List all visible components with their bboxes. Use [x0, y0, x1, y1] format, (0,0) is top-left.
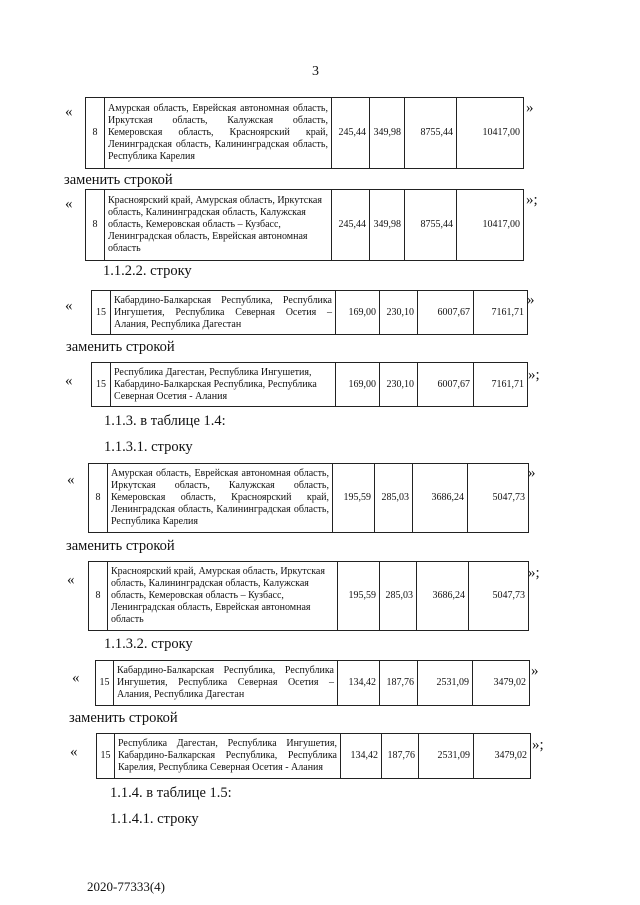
regions-cell: Республика Дагестан, Республика Ингушетия, Кабардино-Балкарская Республика, Республика Карелия, Республика Северная Осетия - Алания — [115, 734, 341, 779]
page-number: 3 — [312, 64, 319, 79]
value-cell-2: 187,76 — [382, 734, 419, 779]
value-cell-3: 8755,44 — [405, 98, 457, 169]
section-heading: 1.1.3.1. строку — [104, 439, 193, 455]
row-number: 8 — [86, 98, 105, 169]
open-quote: « — [65, 196, 73, 212]
value-cell-4: 10417,00 — [457, 98, 524, 169]
close-quote: »; — [532, 737, 544, 753]
table-row — [88, 561, 529, 631]
value-cell-4: 5047,73 — [468, 464, 529, 533]
value-cell-1: 169,00 — [336, 363, 380, 407]
value-cell-1: 195,59 — [338, 562, 380, 631]
value-cell-3: 2531,09 — [419, 734, 474, 779]
table-row — [85, 189, 524, 261]
section-heading: 1.1.2.2. строку — [103, 263, 192, 279]
value-cell-1: 195,59 — [333, 464, 375, 533]
value-cell-1: 134,42 — [338, 661, 380, 706]
close-quote: »; — [528, 367, 540, 383]
value-cell-1: 245,44 — [332, 98, 370, 169]
value-cell-1: 245,44 — [332, 190, 370, 261]
table-row — [95, 660, 530, 706]
open-quote: « — [65, 104, 73, 120]
section-heading: 1.1.3. в таблице 1.4: — [104, 413, 226, 429]
replace-caption: заменить строкой — [69, 710, 178, 726]
document-code: 2020-77333(4) — [87, 879, 165, 894]
close-quote: »; — [526, 192, 538, 208]
open-quote: « — [67, 472, 75, 488]
row-number: 15 — [92, 291, 111, 335]
value-cell-4: 10417,00 — [457, 190, 524, 261]
close-quote: » — [526, 100, 534, 116]
regions-cell: Амурская область, Еврейская автономная область, Иркутская область, Калужская область, Кемеровская область, Красноярский край, Ленинградская область, Калининградская область, Республика Карелия — [108, 464, 333, 533]
close-quote: »; — [528, 565, 540, 581]
section-heading: 1.1.4.1. строку — [110, 811, 199, 827]
value-cell-2: 187,76 — [380, 661, 418, 706]
value-cell-2: 285,03 — [380, 562, 417, 631]
table-row — [91, 362, 528, 407]
row-number: 15 — [96, 661, 114, 706]
replace-caption: заменить строкой — [64, 172, 173, 188]
value-cell-3: 6007,67 — [418, 291, 474, 335]
table-row — [96, 733, 531, 779]
value-cell-2: 230,10 — [380, 291, 418, 335]
section-heading: 1.1.3.2. строку — [104, 636, 193, 652]
table-row — [85, 97, 524, 169]
value-cell-2: 285,03 — [375, 464, 413, 533]
value-cell-3: 3686,24 — [417, 562, 469, 631]
value-cell-1: 169,00 — [336, 291, 380, 335]
section-heading: 1.1.4. в таблице 1.5: — [110, 785, 232, 801]
row-number: 15 — [97, 734, 115, 779]
close-quote: » — [527, 292, 535, 308]
value-cell-4: 5047,73 — [469, 562, 529, 631]
open-quote: « — [72, 670, 80, 686]
value-cell-4: 3479,02 — [473, 661, 530, 706]
regions-cell: Республика Дагестан, Республика Ингушетия, Кабардино-Балкарская Республика, Республика Северная Осетия - Алания — [111, 363, 336, 407]
open-quote: « — [65, 373, 73, 389]
value-cell-4: 7161,71 — [474, 291, 528, 335]
close-quote: » — [528, 465, 536, 481]
open-quote: « — [65, 298, 73, 314]
row-number: 8 — [86, 190, 105, 261]
value-cell-3: 6007,67 — [418, 363, 474, 407]
replace-caption: заменить строкой — [66, 339, 175, 355]
value-cell-1: 134,42 — [341, 734, 382, 779]
value-cell-2: 349,98 — [370, 98, 405, 169]
regions-cell: Красноярский край, Амурская область, Иркутская область, Калининградская область, Калужская область, Кемеровская область – Кузбасс, Ленинградская область, Еврейская автономная область — [105, 190, 332, 261]
replace-caption: заменить строкой — [66, 538, 175, 554]
value-cell-2: 230,10 — [380, 363, 418, 407]
open-quote: « — [67, 572, 75, 588]
row-number: 8 — [89, 562, 108, 631]
value-cell-3: 2531,09 — [418, 661, 473, 706]
table-row — [91, 290, 528, 335]
row-number: 8 — [89, 464, 108, 533]
value-cell-4: 3479,02 — [474, 734, 531, 779]
value-cell-4: 7161,71 — [474, 363, 528, 407]
open-quote: « — [70, 744, 78, 760]
regions-cell: Кабардино-Балкарская Республика, Республика Ингушетия, Республика Северная Осетия – Алания, Республика Дагестан — [111, 291, 336, 335]
value-cell-3: 3686,24 — [413, 464, 468, 533]
regions-cell: Амурская область, Еврейская автономная область, Иркутская область, Калужская область, Кемеровская область, Красноярский край, Ленинградская область, Калининградская область, Республика Карелия — [105, 98, 332, 169]
row-number: 15 — [92, 363, 111, 407]
regions-cell: Красноярский край, Амурская область, Иркутская область, Калининградская область, Калужская область, Кемеровская область – Кузбасс, Ленинградская область, Еврейская автономная область — [108, 562, 338, 631]
close-quote: » — [531, 663, 539, 679]
value-cell-3: 8755,44 — [405, 190, 457, 261]
value-cell-2: 349,98 — [370, 190, 405, 261]
regions-cell: Кабардино-Балкарская Республика, Республика Ингушетия, Республика Северная Осетия – Алания, Республика Дагестан — [114, 661, 338, 706]
table-row — [88, 463, 529, 533]
